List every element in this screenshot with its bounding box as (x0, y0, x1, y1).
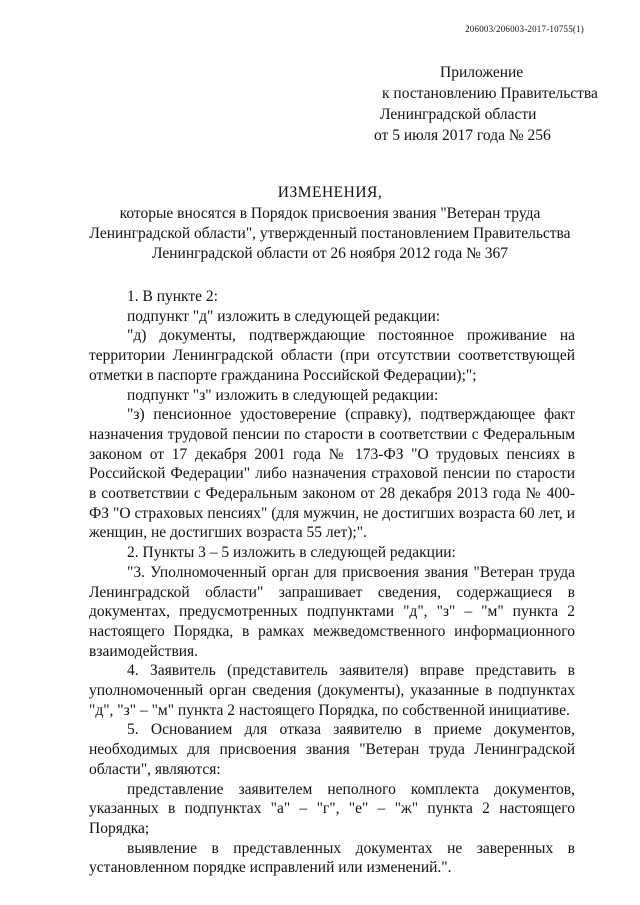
paragraph: 1. В пункте 2: (127, 288, 218, 305)
paragraph: "3. Уполномоченный орган для присвоения звания "Ветеран труда Ленинградской области" запрашивает сведения, содержащиеся в документах, предусмотренных подпунктами "д", "з" – "м" пункта 2 настоящего Порядка, в рамках межведомственного информационного взаимодействия. (89, 563, 575, 660)
appendix-line: от 5 июля 2017 года № 256 (374, 127, 551, 144)
appendix-block (374, 62, 598, 146)
appendix-line: к постановлению Правительства (382, 85, 598, 102)
paragraph: 2. Пункты 3 – 5 изложить в следующей редакции: (127, 544, 456, 562)
title-line: Ленинградской области от 26 ноября 2012 года № 367 (151, 245, 509, 262)
document-body (89, 287, 575, 878)
paragraph: подпункт "д" изложить в следующей редакции: (127, 307, 441, 325)
paragraph: выявление в представленных документах не заверенных в установленном порядке исправлений или изменений.". (89, 839, 575, 877)
document-title (80, 183, 580, 264)
title-line: которые вносятся в Порядок присвоения звания "Ветеран труда (119, 205, 541, 222)
paragraph: представление заявителем неполного комплекта документов, указанных в подпунктах "а" – "г", "е" – "ж" пункта 2 настоящего Порядка; (89, 780, 575, 837)
appendix-line: Ленинградской области (380, 106, 537, 123)
paragraph: "д) документы, подтверждающие постоянное проживание на территории Ленинградской области (при отсутствии соответствующей отметки в паспорте гражданина Российской Федерации);"; (89, 327, 575, 384)
paragraph: подпункт "з" изложить в следующей редакции: (127, 386, 439, 404)
title-line: Ленинградской области", утвержденный постановлением Правительства (89, 225, 571, 242)
title-heading: ИЗМЕНЕНИЯ, (277, 184, 383, 201)
paragraph: 4. Заявитель (представитель заявителя) вправе представить в уполномоченный орган сведения (документы), указанные в подпунктах "д", "з" – "м" пункта 2 настоящего Порядка, по собственной инициативе. (89, 662, 575, 719)
appendix-line: Приложение (440, 64, 524, 81)
paragraph: "з) пенсионное удостоверение (справку), подтверждающее факт назначения трудовой пенсии по старости в соответствии с Федеральным законом от 17 декабря 2001 года № 173-ФЗ "О трудовых пенсиях в Российской Федерации" либо назначения страховой пенсии по старости в соответствии с Федеральным законом от 28 декабря 2013 года № 400-ФЗ "О страховых пенсиях" (для мужчин, не достигших возраста 60 лет, и женщин, не достигших возраста 55 лет);". (89, 406, 575, 542)
document-registration-number: 206003/206003-2017-10755(1) (465, 24, 584, 34)
paragraph: 5. Основанием для отказа заявителю в приеме документов, необходимых для присвоения звания "Ветеран труда Ленинградской области", являются: (89, 721, 575, 778)
